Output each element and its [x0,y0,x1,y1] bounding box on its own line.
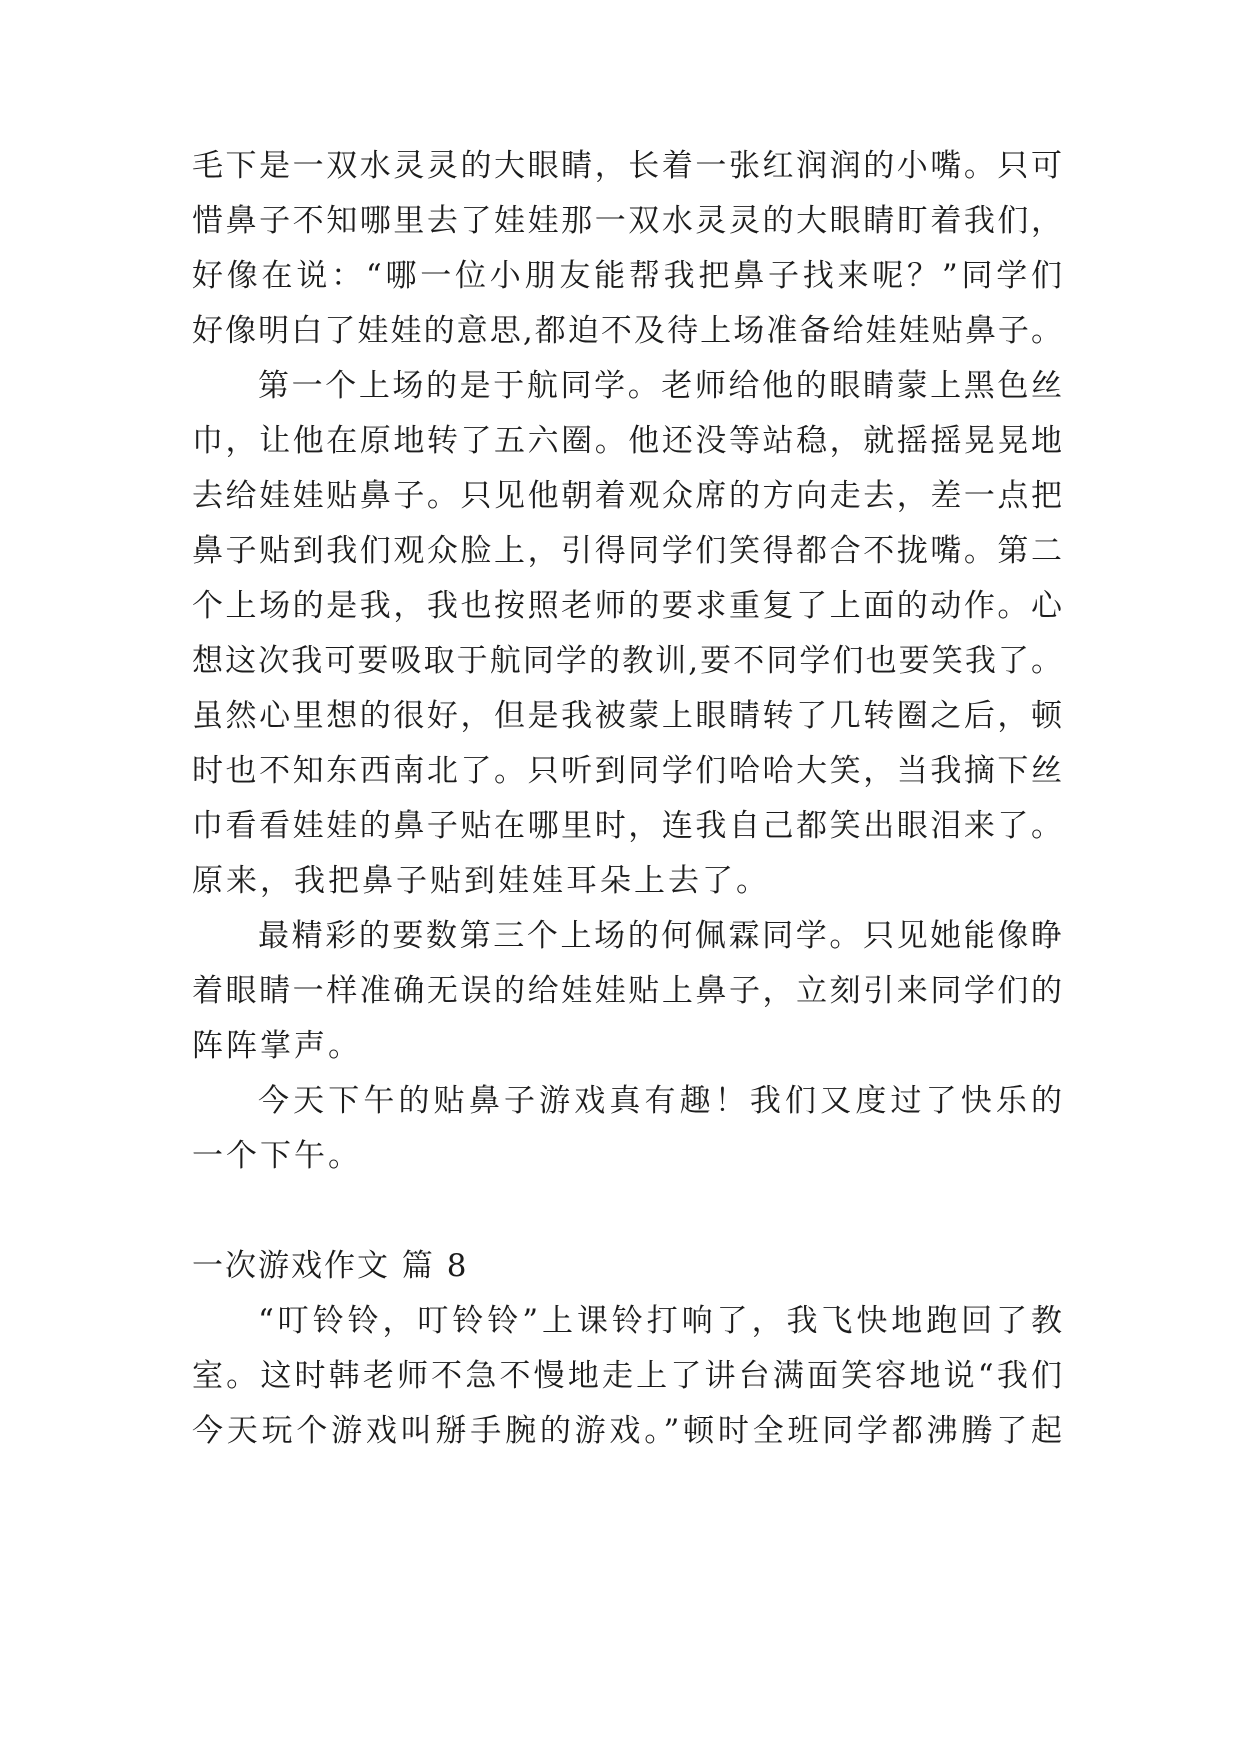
text-line: 个上场的是我，我也按照老师的要求重复了上面的动作。心 [192,588,1062,624]
text-line: 室。这时韩老师不急不慢地走上了讲台满面笑容地说“我们 [192,1358,1062,1394]
text-line: 虽然心里想的很好，但是我被蒙上眼睛转了几转圈之后，顿 [192,698,1062,734]
text-line: 鼻子贴到我们观众脸上，引得同学们笑得都合不拢嘴。第二 [192,533,1062,569]
text-line: 好像在说：“哪一位小朋友能帮我把鼻子找来呢？”同学们 [192,258,1062,294]
text-line: 一个下午。 [192,1138,362,1174]
text-line: 想这次我可要吸取于航同学的教训,要不同学们也要笑我了。 [192,643,1062,679]
text-line: “叮铃铃，叮铃铃”上课铃打响了，我飞快地跑回了教 [258,1303,1062,1339]
text-line: 今天下午的贴鼻子游戏真有趣！我们又度过了快乐的 [258,1083,1062,1119]
text-line: 阵阵掌声。 [192,1028,362,1064]
text-line: 毛下是一双水灵灵的大眼睛，长着一张红润润的小嘴。只可 [192,148,1062,184]
text-line: 巾，让他在原地转了五六圈。他还没等站稳，就摇摇晃晃地 [192,423,1062,459]
text-line: 原来，我把鼻子贴到娃娃耳朵上去了。 [192,863,770,899]
text-line: 着眼睛一样准确无误的给娃娃贴上鼻子，立刻引来同学们的 [192,973,1062,1009]
text-line: 时也不知东西南北了。只听到同学们哈哈大笑，当我摘下丝 [192,753,1062,789]
text-line: 第一个上场的是于航同学。老师给他的眼睛蒙上黑色丝 [258,368,1062,404]
section-heading: 一次游戏作文 篇 8 [192,1248,469,1284]
text-line: 巾看看娃娃的鼻子贴在哪里时，连我自己都笑出眼泪来了。 [192,808,1062,844]
text-line: 惜鼻子不知哪里去了娃娃那一双水灵灵的大眼睛盯着我们， [192,203,1062,239]
text-line: 今天玩个游戏叫掰手腕的游戏。”顿时全班同学都沸腾了起 [192,1413,1062,1449]
text-line: 好像明白了娃娃的意思,都迫不及待上场准备给娃娃贴鼻子。 [192,313,1062,349]
text-line: 去给娃娃贴鼻子。只见他朝着观众席的方向走去，差一点把 [192,478,1062,514]
text-line: 最精彩的要数第三个上场的何佩霖同学。只见她能像睁 [258,918,1062,954]
